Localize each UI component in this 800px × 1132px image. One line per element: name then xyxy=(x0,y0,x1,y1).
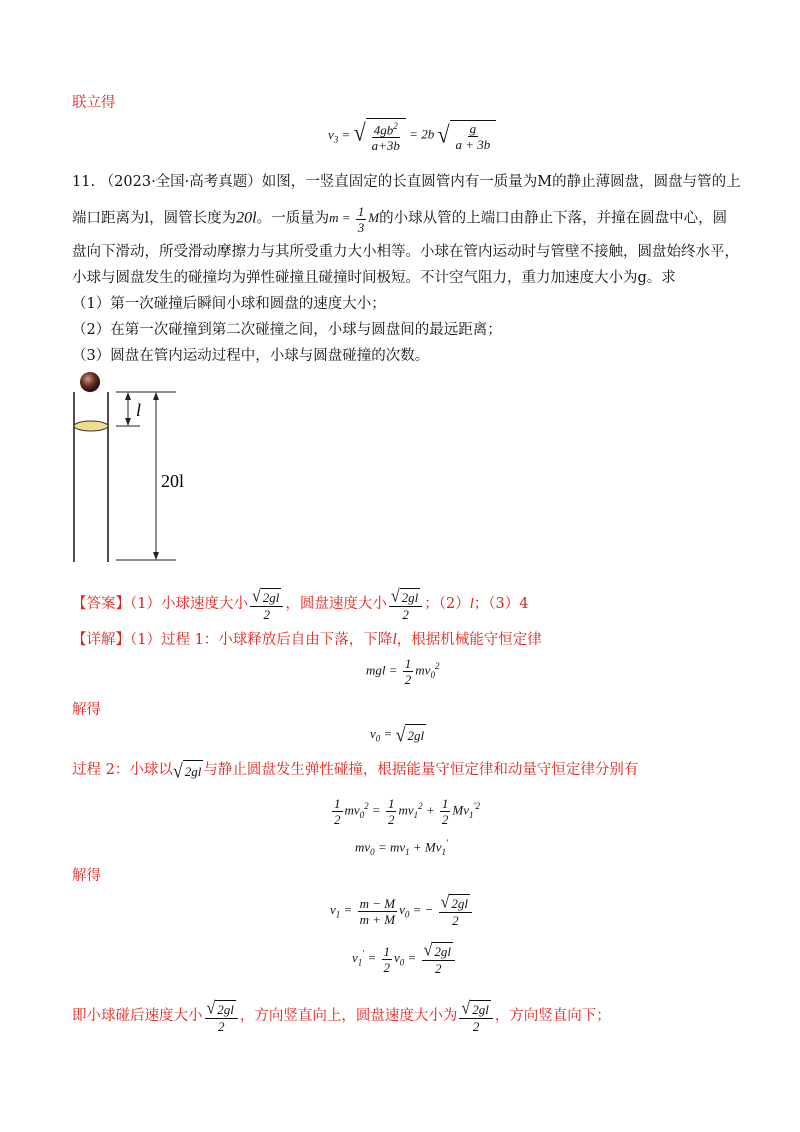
answer-text-3: ；（2） xyxy=(424,595,470,612)
answer-l: l xyxy=(469,595,474,612)
equation-v1-prime: $v_1'$ = $\frac{1}{2}$ $v_0$ = √ 2gl 2 xyxy=(352,942,457,976)
answer-tag: 【答案】 xyxy=(72,595,130,612)
conclusion-text-c: ，方向竖直向下； xyxy=(494,1007,611,1024)
question-1: （1）第一次碰撞后瞬间小球和圆盘的速度大小； xyxy=(72,296,386,312)
disk xyxy=(74,421,108,431)
answer-text-1: （1）小球速度大小 xyxy=(130,595,248,612)
process-2-line xyxy=(72,760,638,782)
process-2-text-b: 与静止圆盘发生弹性碰撞，根据能量守恒定律和动量守恒定律分别有 xyxy=(203,762,639,778)
problem-text-2b: 。一质量为 xyxy=(256,210,330,227)
lianli-label: 联立得 xyxy=(72,95,116,111)
arrow-l-head-down xyxy=(125,418,131,426)
problem-source: （2023·全国·高考真题） xyxy=(99,174,262,190)
question-3: （3）圆盘在管内运动过程中，小球与圆盘碰撞的次数。 xyxy=(72,348,430,364)
jiede-2: 解得 xyxy=(72,868,101,884)
conclusion-text-a: 即小球碰后速度大小 xyxy=(72,1007,203,1024)
answer-line xyxy=(72,588,529,622)
conclusion-line xyxy=(72,1000,611,1034)
mass-expr: m = $\frac{1}{3}$ M xyxy=(329,204,380,235)
question-2: （2）在第一次碰撞到第二次碰撞之间，小球与圆盘间的最远距离； xyxy=(72,322,502,338)
arrow-20l-head-down xyxy=(153,552,159,560)
arrow-l-head-up xyxy=(125,392,131,400)
equation-momentum-conservation: $mv_0 = mv_1 + Mv_1'$ xyxy=(355,838,448,857)
equation-v1: $v_1$ = $\frac{m - M}{m + M}$ $v_0$ = − √ 2gl 2 xyxy=(330,894,474,928)
problem-number: 11. xyxy=(72,174,96,190)
detail-intro-text: （1）过程 1：小球释放后自由下落，下降 xyxy=(130,632,393,648)
problem-line-1 xyxy=(72,172,741,192)
answer-frac-2: √ 2gl 2 xyxy=(387,596,424,611)
problem-line-4: 小球与圆盘发生的碰撞均为弹性碰撞且碰撞时间极短。不计空气阻力，重力加速度大小为g。求 xyxy=(72,270,676,286)
tube-figure xyxy=(60,368,200,568)
jiede-1: 解得 xyxy=(72,702,101,718)
label-20l: 20l xyxy=(161,471,185,491)
conclusion-text-b: ，方向竖直向上，圆盘速度大小为 xyxy=(239,1007,458,1024)
problem-line-3: 盘向下滑动，所受滑动摩擦力与其所受重力大小相等。小球在管内运动时与管壁不接触，圆盘始终水平， xyxy=(72,244,739,260)
detail-intro-text-2: ，根据机械能守恒定律 xyxy=(396,632,542,648)
equation-energy-conservation: $\frac{1}{2}$ $mv_0^2$ = $\frac{1}{2}$ $mv_1^2$ + $\frac{1}{2}$ $Mv_1^{'2}$ xyxy=(334,796,480,827)
tube-length-expr: 20l xyxy=(236,209,257,227)
equation-v0: $v_0$ = √ 2gl xyxy=(370,724,425,746)
detail-l: l xyxy=(392,631,397,648)
process-2-text-a: 过程 2：小球以 xyxy=(72,762,173,778)
answer-text-2: ，圆盘速度大小 xyxy=(285,595,387,612)
label-l: l xyxy=(136,400,142,420)
answer-text-4: ；（3）4 xyxy=(473,595,529,612)
v0-inline: √ 2gl xyxy=(172,760,202,783)
problem-text-2a: 端口距离为l，圆管长度为 xyxy=(72,210,237,227)
detail-tag: 【详解】 xyxy=(72,632,130,648)
equation-energy-fall: mgl = $\frac{1}{2}$ $mv_0^2$ xyxy=(366,656,440,687)
equation-v3: $v_3$ = √ $\frac{4gb^2}{a+3b}$ = 2b √ $\frac{g}{a + 3b}$ xyxy=(328,118,496,153)
conclusion-frac-2: √ 2gl 2 xyxy=(457,1008,494,1023)
conclusion-frac-1: √ 2gl 2 xyxy=(203,1008,240,1023)
answer-frac-1: √ 2gl 2 xyxy=(248,596,285,611)
problem-line-2 xyxy=(72,204,727,235)
arrow-20l-head-up xyxy=(153,392,159,400)
detail-intro xyxy=(72,630,542,650)
problem-text-2c: 的小球从管的上端口由静止下落，并撞在圆盘中心，圆 xyxy=(379,210,728,227)
ball xyxy=(80,372,100,392)
problem-text-1: 如图，一竖直固定的长直圆管内有一质量为M的静止薄圆盘，圆盘与管的上 xyxy=(261,174,741,190)
